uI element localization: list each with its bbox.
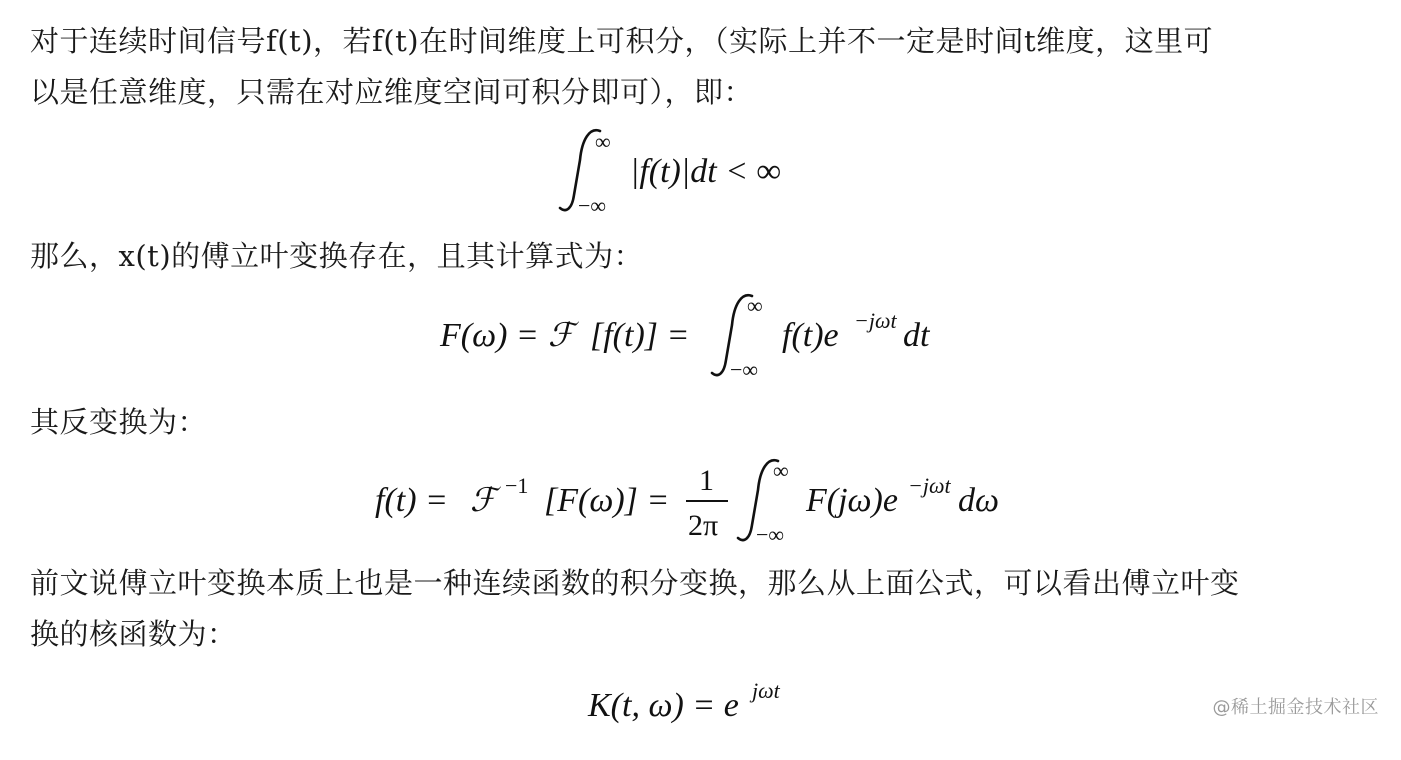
integral-lower-limit: −∞ xyxy=(730,357,759,382)
watermark: @稀土掘金技术社区 xyxy=(1212,697,1379,718)
paragraph-integrability-condition xyxy=(30,16,1370,118)
paragraph-line: 换的核函数为： xyxy=(30,617,237,651)
paragraph-line: 其反变换为： xyxy=(30,405,208,439)
fraction-denominator: 2π xyxy=(688,509,719,542)
formula-exponent: −jωt xyxy=(854,308,897,333)
formula-lhs: F(ω) = xyxy=(440,317,539,354)
paragraph-transform-exists xyxy=(30,231,1370,282)
formula-arg: [f(t)] = xyxy=(590,317,690,354)
fourier-operator: ℱ xyxy=(470,480,496,519)
formula-arg: [F(ω)] = xyxy=(544,482,670,519)
formula-integrability xyxy=(0,125,1401,225)
paragraph-kernel-intro xyxy=(30,558,1370,660)
paragraph-line: 那么，x(t)的傅立叶变换存在，且其计算式为： xyxy=(30,239,644,273)
formula-forward-transform xyxy=(0,290,1401,390)
paragraph-line: 对于连续时间信号f(t)，若f(t)在时间维度上可积分，（实际上并不一定是时间t维度，这里可 xyxy=(30,24,1214,58)
formula-integrand: f(t)e xyxy=(782,317,839,354)
formula-differential: dω xyxy=(958,482,1000,519)
fraction-numerator: 1 xyxy=(699,464,714,497)
integral-upper-limit: ∞ xyxy=(595,129,611,154)
formula-inverse-transform xyxy=(0,455,1401,555)
integral-upper-limit: ∞ xyxy=(773,458,789,483)
operator-exponent: −1 xyxy=(505,473,529,498)
formula-exponent: −jωt xyxy=(908,473,951,498)
integral-upper-limit: ∞ xyxy=(747,293,763,318)
formula-kernel xyxy=(0,660,1401,760)
formula-integrability-svg xyxy=(0,125,1401,225)
integral-lower-limit: −∞ xyxy=(578,193,607,218)
formula-inverse-svg xyxy=(0,455,1401,555)
paragraph-inverse-intro xyxy=(30,397,1370,448)
formula-kernel-svg xyxy=(0,660,1401,739)
formula-body: |f(t)|dt < ∞ xyxy=(630,153,781,190)
formula-lhs: K(t, ω) = e xyxy=(588,687,739,724)
fourier-operator: ℱ xyxy=(548,315,574,354)
formula-integrand: F(jω)e xyxy=(806,482,898,519)
integral-lower-limit: −∞ xyxy=(756,522,785,547)
paragraph-line: 前文说傅立叶变换本质上也是一种连续函数的积分变换，那么从上面公式，可以看出傅立叶变 xyxy=(30,566,1240,600)
formula-forward-svg xyxy=(0,290,1401,390)
formula-lhs: f(t) = xyxy=(375,482,448,519)
paragraph-line: 以是任意维度，只需在对应维度空间可积分即可），即： xyxy=(30,75,754,109)
formula-exponent: jωt xyxy=(752,678,780,703)
formula-differential: dt xyxy=(903,317,930,354)
